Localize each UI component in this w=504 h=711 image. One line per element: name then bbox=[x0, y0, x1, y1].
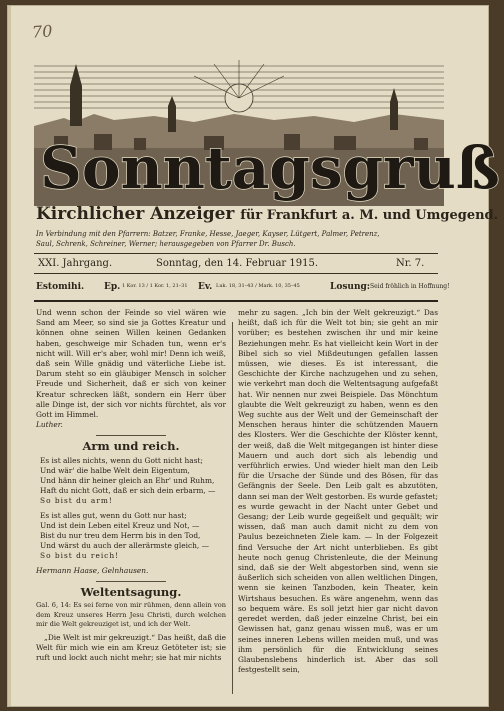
luther-quote: Und wenn schon der Feinde so viel wären wie Sand am Meer, so sind sie ja Gottes Kreatur und können ohne seinen Willen keinen Gedanken haben, geschweige mir Schaden tun, wenn er's nicht will. Will er's aber, wohl mir! Denn ich weiß, daß sein Wille gnädig und väterliche Liebe ist. Darum steht so ein gläubiger Mensch in solcher Freude und Sicherheit, daß er sich von keiner Kreatur schrecken läßt, sondern ein Herr über alle Dinge ist, der sich vor nichts fürchtet, als vor Gott im Himmel. bbox=[36, 308, 226, 420]
masthead-banner bbox=[34, 56, 500, 206]
article-text: „Die Welt ist mir gekreuzigt.“ Das heißt, daß die Welt für mich wie ein am Kreuz Getöteter ist; sie ruft und lockt auch nicht mehr; sie hat mir nichts bbox=[36, 632, 226, 663]
divider bbox=[34, 253, 438, 254]
newspaper-page bbox=[8, 6, 500, 706]
epistle-label: Ep. bbox=[104, 282, 121, 292]
binding-edge bbox=[8, 6, 11, 706]
issue-date: Sonntag, den 14. Februar 1915. bbox=[156, 258, 318, 269]
gospel-label: Ev. bbox=[198, 282, 213, 292]
poem-line: Haft du nicht Gott, daß er sich dein erbarm, — bbox=[40, 486, 216, 496]
poem-title: Arm und reich. bbox=[82, 439, 180, 454]
divider bbox=[96, 581, 166, 582]
poem-line: Bist du nur treu dem Herrn bis in den Tod, bbox=[40, 531, 201, 541]
right-column bbox=[238, 308, 438, 700]
divider bbox=[34, 273, 438, 274]
poem-line: Es ist alles nichts, wenn du Gott nicht hast; bbox=[40, 455, 203, 465]
partners-line-2: Saul, Schrenk, Schreiner, Werner; herausgegeben von Pfarrer Dr. Busch. bbox=[36, 240, 296, 248]
subtitle-rest: für Frankfurt a. M. und Umgegend. bbox=[240, 208, 499, 223]
left-column bbox=[36, 308, 226, 700]
handwritten-page-number: 70 bbox=[31, 21, 53, 42]
poem-line: Und wär' die halbe Welt dein Eigentum, bbox=[40, 465, 190, 475]
poem-line: So bist du reich! bbox=[40, 551, 120, 561]
motto-text: Seid fröhlich in Hoffnung! bbox=[370, 283, 450, 290]
article-continuation: mehr zu sagen. „Ich bin der Welt gekreuzigt.“ Das heißt, daß ich für die Welt tot bin; sie geht an mir vorüber; es bestehen zwischen ihr und mir keine Beziehungen mehr. Es hat vielleicht kein Wort in der Bibel sich so viel Mißdeutungen gefallen lassen müssen, wie dieses. Es ist interessant, die Geschichte der Kirche nachzugehen und zu sehen, wie verkehrt man doch die Weltentsagung aufgefaßt hat. Wir nennen nur zwei Beispiele. Das Mönchtum glaubte die Welt gekreuzigt zu haben, wenn es den Weg suchte aus der Welt und der Gemeinschaft der Menschen heraus hinter die schützenden Mauern des Klosters. Wer die Geschichte der Klöster kennt, der weiß, daß die Welt mitgegangen ist hinter diese Mauern und auch dort sich als lebendig und verführlich erwies. Und wieder hielt man den Leib für die Ursache der Sünde und des Bösen, für das Gefängnis der Seele. Den Leib galt es abzutöten, dann sei man der Welt gestorben. Es wurde gefastet; es wurde gewacht in der Nacht unter Gebet und Gesang; der Leib wurde gegeißelt und gequält; wir wissen, daß man auch damit nicht zu dem von Paulus bezeichneten Ziele kam. — In der Folgezeit find Versuche der Art nicht unterblieben. Es gibt heute noch genug Christenleute, die der Meinung sind, daß sie der Welt abgestorben sind, wenn sie äußerlich sich scheiden von allen weltlichen Dingen, wenn sie keinen Tanzboden, kein Theater, kein Wirtshaus besuchen. Es wäre angenehm, wenn das so bequem wäre. Es soll jetzt hier gar nicht davon geredet werden, daß jeder einzelne Christ, bei ein Gewissen hat, ganz genau wissen muß, was er um seines inneren Lebens willen meiden muß, und was ihm persönlich für die Entwicklung seines Glaubenslebens hinderlich ist. Aber das soll festgestellt sein, bbox=[238, 308, 438, 675]
motto-label: Losung: bbox=[330, 282, 371, 292]
poem-line: Und hänn dir heiner gleich an Ehr' und Ruhm, bbox=[40, 476, 215, 486]
epistle-ref: 1 Kor. 13 / 1 Kor. 1, 21–31 bbox=[122, 283, 188, 289]
column-separator bbox=[232, 322, 233, 694]
divider bbox=[34, 300, 438, 302]
partners-line bbox=[36, 229, 456, 249]
article-title: Weltentsagung. bbox=[80, 584, 182, 599]
liturgy-sunday: Estomihi. bbox=[36, 282, 85, 292]
poem-line: Und ist dein Leben eitel Kreuz und Not, — bbox=[40, 520, 200, 530]
luther-signature: Luther. bbox=[36, 420, 63, 430]
poem-signature: Hermann Haase, Gelnhausen. bbox=[36, 565, 149, 575]
masthead-subtitle bbox=[36, 204, 498, 224]
poem-line: Es ist alles gut, wenn du Gott nur hast; bbox=[40, 510, 187, 520]
gospel-ref: Luk. 18, 31–43 / Mark. 10, 35–45 bbox=[216, 283, 300, 289]
liturgy-row bbox=[34, 278, 450, 300]
partners-line-1: In Verbindung mit den Pfarrern: Batzer, Franke, Hesse, Jaeger, Kayser, Lütgert, Palmer, Petrenz, bbox=[36, 230, 380, 238]
masthead-title: Sonntagsgruß bbox=[40, 134, 500, 202]
poem-line: So bist du arm! bbox=[40, 496, 113, 506]
poem-line: Und wärst du auch der allerärmste gleich, — bbox=[40, 541, 209, 551]
divider bbox=[96, 435, 166, 436]
issue-number: Nr. 7. bbox=[396, 258, 425, 269]
article-bible-ref: Gal. 6, 14: Es sei ferne von mir rühmen, denn allein von dem Kreuz unseres Herrn Jesu Christi, durch welchen mir die Welt gekreuziget ist, und ich der Welt. bbox=[36, 601, 226, 629]
issue-year: XXI. Jahrgang. bbox=[38, 258, 113, 269]
subtitle-main: Kirchlicher Anzeiger bbox=[36, 204, 235, 224]
